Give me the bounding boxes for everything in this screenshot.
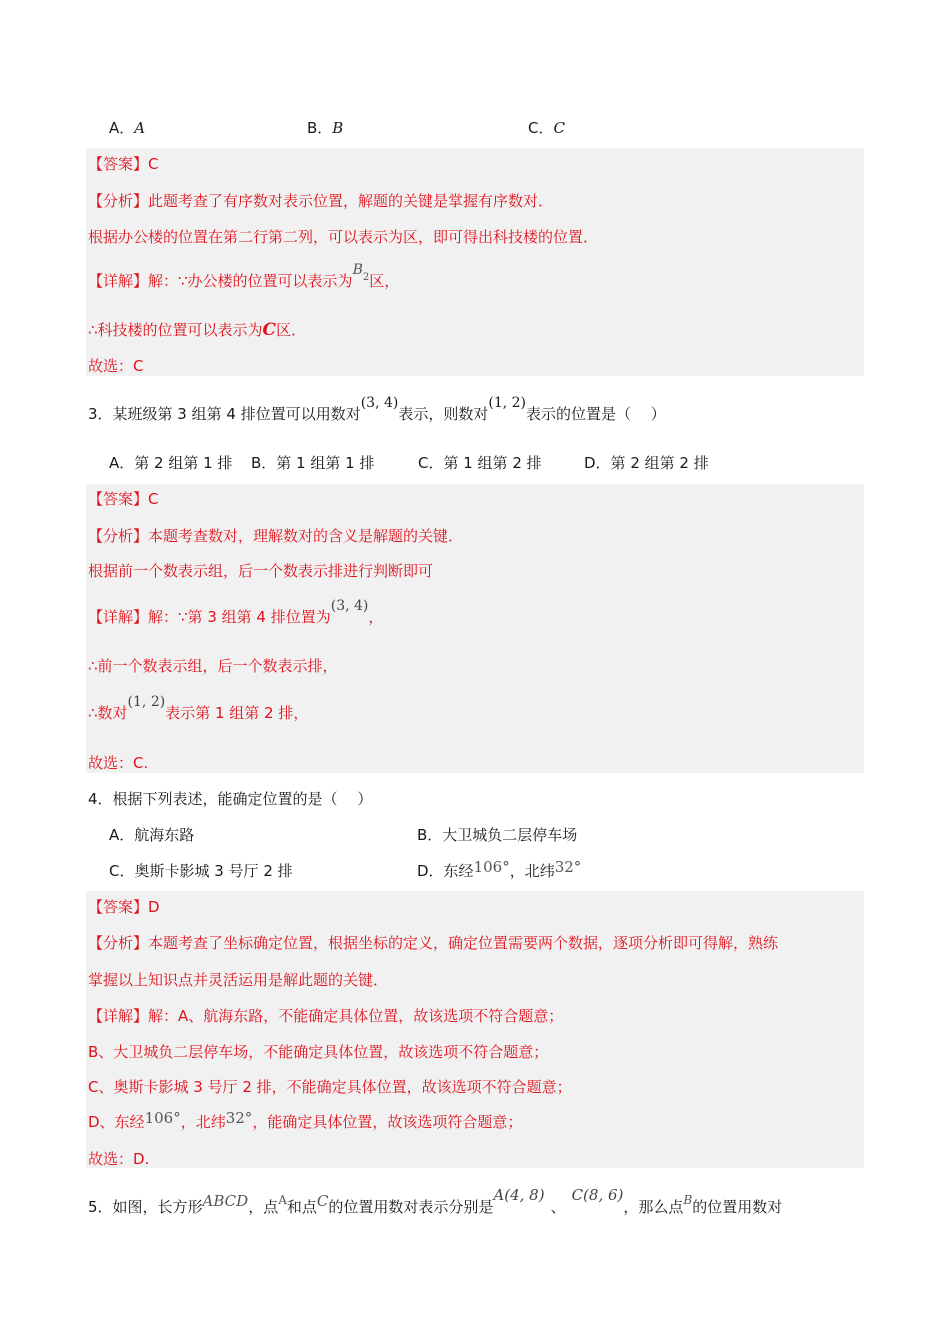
q3-detail-line3: ∴数对(1, 2)表示第 1 组第 2 排， <box>88 694 309 722</box>
q2-choice: 故选：C <box>88 357 144 375</box>
q4-option-a: A．航海东路 <box>109 826 195 844</box>
q4-answer: 【答案】D <box>88 898 160 916</box>
q3-detail: 【详解】解：∵第 3 组第 4 排位置为(3, 4)， <box>88 598 384 626</box>
q4-option-b: B．大卫城负二层停车场 <box>417 826 578 844</box>
q4-detail-line-c: C、奥斯卡影城 3 号厅 2 排，不能确定具体位置，故该选项不符合题意； <box>88 1078 572 1096</box>
q4-detail-line-d: D、东经106°，北纬32°，能确定具体位置，故该选项符合题意； <box>88 1109 523 1131</box>
q4-choice: 故选：D. <box>88 1150 150 1168</box>
q3-analysis: 【分析】本题考查数对，理解数对的含义是解题的关键． <box>88 527 464 545</box>
q2-option-c: C．C <box>528 119 565 137</box>
q3-answer: 【答案】C <box>88 490 159 508</box>
q4-analysis-line2: 掌握以上知识点并灵活运用是解此题的关键． <box>88 971 389 989</box>
q2-analysis: 【分析】此题考查了有序数对表示位置，解题的关键是掌握有序数对． <box>88 192 554 210</box>
q4-stem: 4．根据下列表述，能确定位置的是（ ） <box>88 790 373 808</box>
q5-stem: 5．如图，长方形ABCD，点$^A$和点C的位置用数对表示分别是A(4, 8)、C(8, 6)，那么点$^B$的位置用数对 <box>88 1186 783 1216</box>
q2-option-a: A．A <box>109 119 146 137</box>
q3-choice: 故选：C. <box>88 754 149 772</box>
q4-detail: 【详解】解：A、航海东路，不能确定具体位置，故该选项不符合题意； <box>88 1007 564 1025</box>
q3-detail-line2: ∴前一个数表示组，后一个数表示排， <box>88 657 338 675</box>
q2-detail-line2: ∴科技楼的位置可以表示为C区． <box>88 320 307 340</box>
q2-option-b: B．B <box>307 119 344 137</box>
q3-option-a: A．第 2 组第 1 排 <box>109 454 233 472</box>
q3-option-c: C．第 1 组第 2 排 <box>418 454 542 472</box>
q4-option-d: D．东经106°，北纬32° <box>417 858 582 880</box>
q2-detail: 【详解】解：∵办公楼的位置可以表示为$B^2$区， <box>88 262 400 290</box>
q4-analysis: 【分析】本题考查了坐标确定位置，根据坐标的定义，确定位置需要两个数据，逐项分析即可得解，熟练 <box>88 934 779 952</box>
q2-analysis-line2: 根据办公楼的位置在第二行第二列，可以表示为区，即可得出科技楼的位置． <box>88 228 599 246</box>
q2-answer: 【答案】C <box>88 155 159 173</box>
q3-analysis-line2: 根据前一个数表示组，后一个数表示排进行判断即可 <box>88 562 434 580</box>
q4-detail-line-b: B、大卫城负二层停车场，不能确定具体位置，故该选项不符合题意； <box>88 1043 549 1061</box>
q3-option-b: B．第 1 组第 1 排 <box>251 454 375 472</box>
q3-stem: 3．某班级第 3 组第 4 排位置可以用数对(3, 4)表示，则数对(1, 2)表示的位置是（ ） <box>88 395 666 423</box>
q4-option-c: C．奥斯卡影城 3 号厅 2 排 <box>109 862 293 880</box>
q2-solution-box <box>86 148 864 376</box>
q3-option-d: D．第 2 组第 2 排 <box>584 454 709 472</box>
